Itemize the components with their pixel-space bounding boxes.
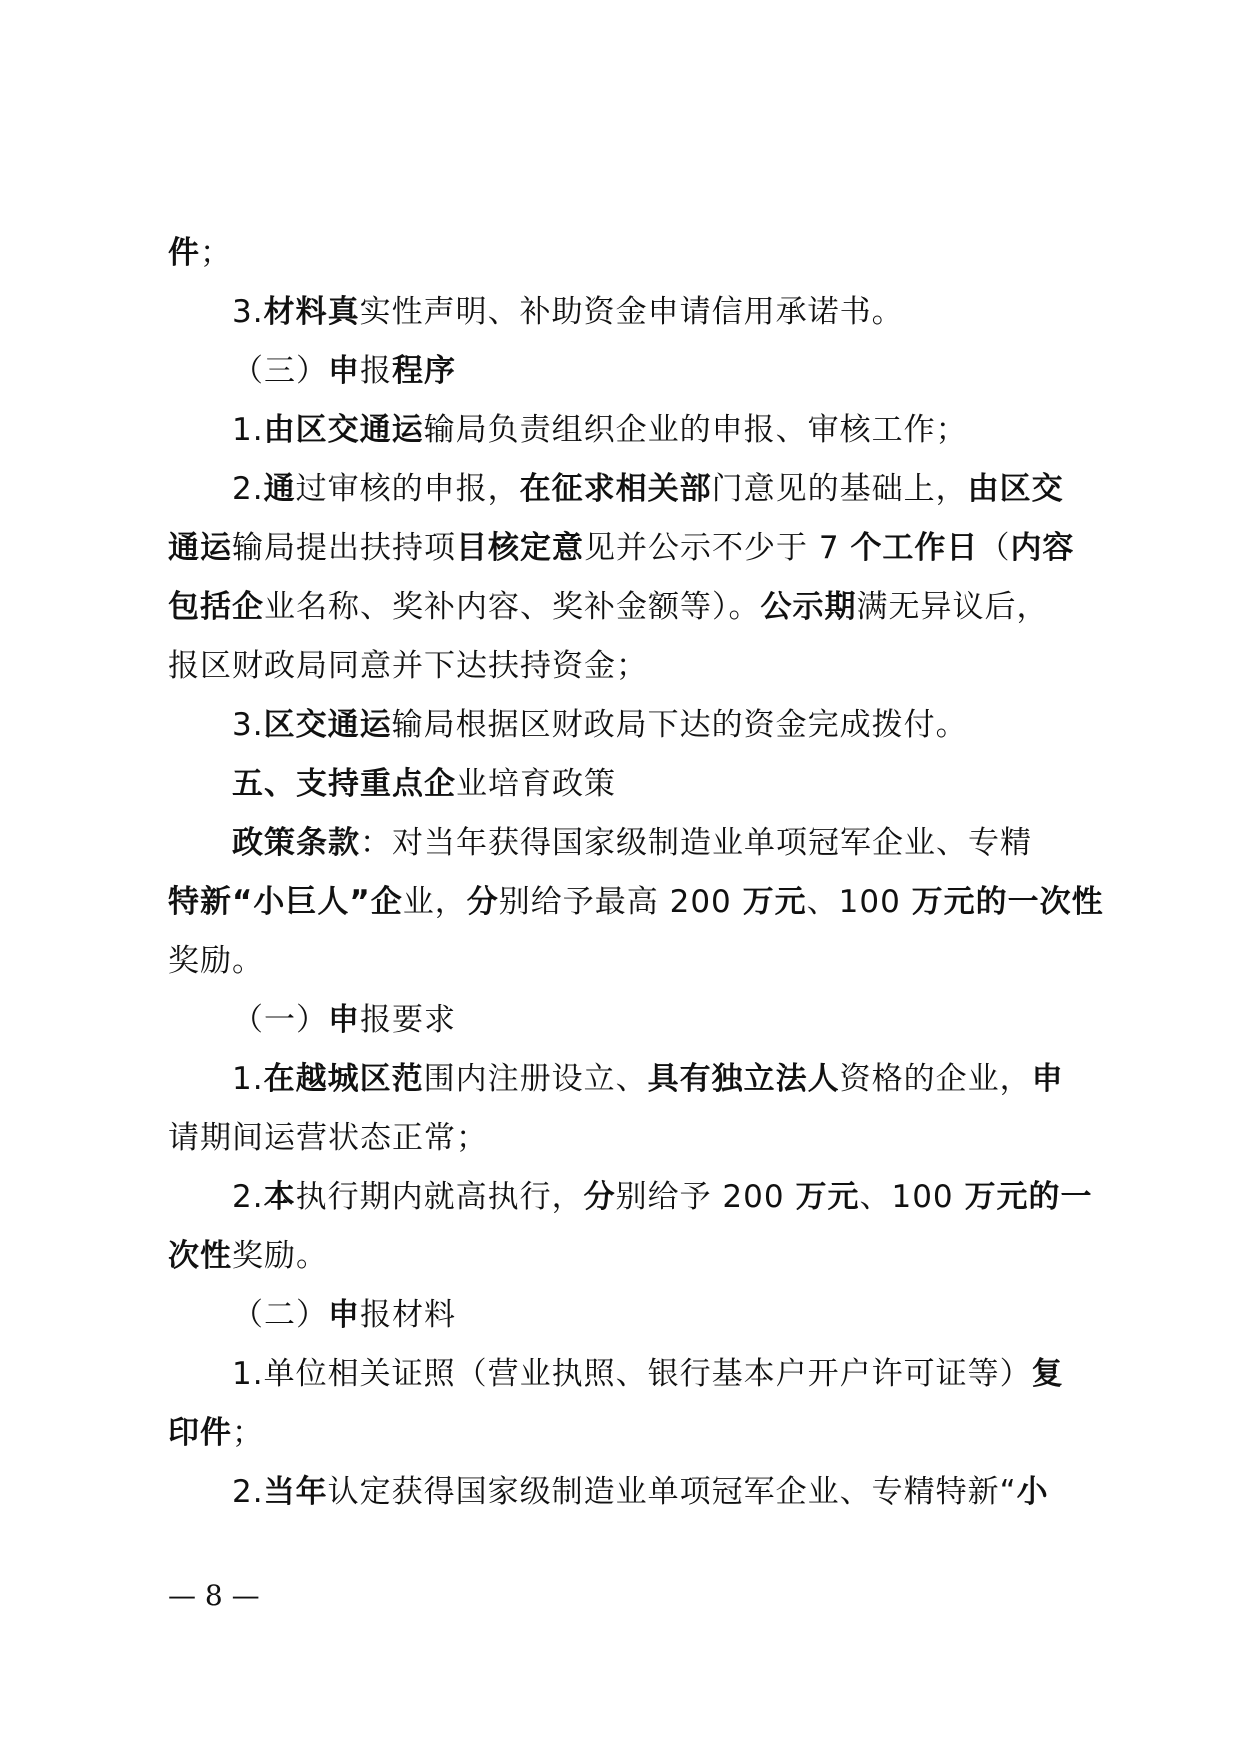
text-segment: （二） <box>232 1297 328 1333</box>
text-segment: 、100 <box>806 884 912 920</box>
text-segment: 认定获得国家级制造业单项冠军企业、专精特新“ <box>327 1474 1017 1510</box>
bold-text-segment: 申 <box>328 1297 360 1333</box>
bold-text-segment: 区交通运 <box>263 707 392 743</box>
bold-text-segment: 万元的一次性 <box>911 884 1104 920</box>
text-line <box>168 233 232 273</box>
bold-text-segment: 申 <box>328 1002 360 1038</box>
bold-text-segment: 次性 <box>168 1238 232 1274</box>
bold-text-segment: 万元 <box>742 884 807 920</box>
bold-text-segment: 由区交 <box>967 471 1064 507</box>
text-segment: 业名称、奖补内容、奖补金额等）。 <box>264 589 761 625</box>
text-segment: ：对当年获得国家级制造业单项冠军企业、专精 <box>360 825 1032 861</box>
bold-text-segment: 小 <box>1016 1474 1049 1510</box>
text-segment: 1.单位相关证照（营业执照、银行基本户开户许可证等） <box>232 1356 1032 1392</box>
text-line <box>168 528 1074 568</box>
text-line <box>232 823 1032 863</box>
bold-text-segment: 具有独立法人 <box>647 1061 840 1097</box>
text-segment: 满无异议后， <box>856 589 1049 625</box>
text-segment: ； <box>232 1415 264 1451</box>
bold-text-segment: 程序 <box>392 353 456 389</box>
text-line <box>168 882 1104 922</box>
text-line <box>168 1413 264 1453</box>
text-segment: 别给予最高 200 <box>498 884 743 920</box>
text-segment: 业， <box>402 884 467 920</box>
bold-text-segment: 申 <box>1031 1061 1064 1097</box>
text-line <box>168 941 264 981</box>
text-line <box>232 1354 1064 1394</box>
text-segment: 3. <box>232 294 264 330</box>
bold-text-segment: 申 <box>328 353 360 389</box>
bold-text-segment: 印件 <box>168 1415 232 1451</box>
bold-text-segment: 当年 <box>263 1474 328 1510</box>
text-segment: 见并公示不少于 7 <box>584 530 851 566</box>
bold-text-segment: 万元 <box>795 1179 860 1215</box>
bold-text-segment: 复 <box>1031 1356 1064 1392</box>
text-segment: 2. <box>232 1179 264 1215</box>
bold-text-segment: 分 <box>466 884 499 920</box>
bold-text-segment: 由区交通运 <box>263 412 424 448</box>
text-segment: 过审核的申报， <box>295 471 520 507</box>
text-segment: 输局提出扶持项 <box>232 530 456 566</box>
section-heading <box>232 764 616 804</box>
bold-text-segment: 万元的一 <box>964 1179 1093 1215</box>
bold-text-segment: 政策条款 <box>232 825 360 861</box>
text-line <box>168 646 648 686</box>
bold-text-segment: 在征求相关部 <box>519 471 712 507</box>
text-segment: 、100 <box>859 1179 965 1215</box>
text-segment: 输局负责组织企业的申报、审核工作； <box>423 412 968 448</box>
text-segment: 执行期内就高执行， <box>295 1179 584 1215</box>
text-segment: （ <box>978 530 1011 566</box>
bold-text-segment: 包括企 <box>168 589 264 625</box>
text-segment: 2. <box>232 471 264 507</box>
bold-text-segment: 内容 <box>1010 530 1075 566</box>
text-segment: ； <box>200 235 232 271</box>
text-segment: 别给予 200 <box>615 1179 796 1215</box>
text-segment: 奖励。 <box>168 943 264 979</box>
text-line <box>168 1236 328 1276</box>
text-line <box>232 469 1064 509</box>
text-segment: 请期间运营状态正常； <box>168 1120 488 1156</box>
text-segment: 1. <box>232 412 264 448</box>
text-segment: 报要求 <box>360 1002 456 1038</box>
text-segment: 实性声明、补助资金申请信用承诺书。 <box>359 294 904 330</box>
text-line <box>232 410 968 450</box>
page-number: — 8 — <box>168 1579 260 1612</box>
bold-text-segment: 个工作日 <box>850 530 979 566</box>
section-heading <box>232 351 456 391</box>
section-heading <box>232 1000 456 1040</box>
text-segment: 输局根据区财政局下达的资金完成拨付。 <box>391 707 968 743</box>
text-line <box>168 587 1049 627</box>
text-segment: 业培育政策 <box>456 766 616 802</box>
text-segment: 门意见的基础上， <box>711 471 968 507</box>
text-line <box>168 1118 488 1158</box>
text-segment: 1. <box>232 1061 264 1097</box>
text-segment: 报材料 <box>360 1297 456 1333</box>
text-segment: 报区财政局同意并下达扶持资金； <box>168 648 648 684</box>
bold-text-segment: 在越城区范 <box>263 1061 424 1097</box>
text-segment: 资格的企业， <box>839 1061 1032 1097</box>
text-segment: 奖励。 <box>232 1238 328 1274</box>
section-heading <box>232 1295 456 1335</box>
text-line <box>232 1059 1064 1099</box>
text-line <box>232 292 904 332</box>
bold-text-segment: 材料真 <box>263 294 360 330</box>
bold-text-segment: 通运 <box>168 530 232 566</box>
text-segment: 2. <box>232 1474 264 1510</box>
text-segment: （三） <box>232 353 328 389</box>
bold-text-segment: 分 <box>583 1179 616 1215</box>
text-line <box>232 1472 1049 1512</box>
bold-text-segment: 本 <box>263 1179 296 1215</box>
text-line <box>232 705 968 745</box>
bold-text-segment: 五、支持重点企 <box>232 766 456 802</box>
text-line <box>232 1177 1093 1217</box>
bold-text-segment: 件 <box>168 235 200 271</box>
bold-text-segment: 特新“小巨人”企 <box>168 884 403 920</box>
bold-text-segment: 公示期 <box>760 589 857 625</box>
text-segment: 3. <box>232 707 264 743</box>
text-segment: 报 <box>360 353 392 389</box>
bold-text-segment: 目核定意 <box>456 530 584 566</box>
bold-text-segment: 通 <box>263 471 296 507</box>
text-segment: 围内注册设立、 <box>423 1061 648 1097</box>
text-segment: （一） <box>232 1002 328 1038</box>
